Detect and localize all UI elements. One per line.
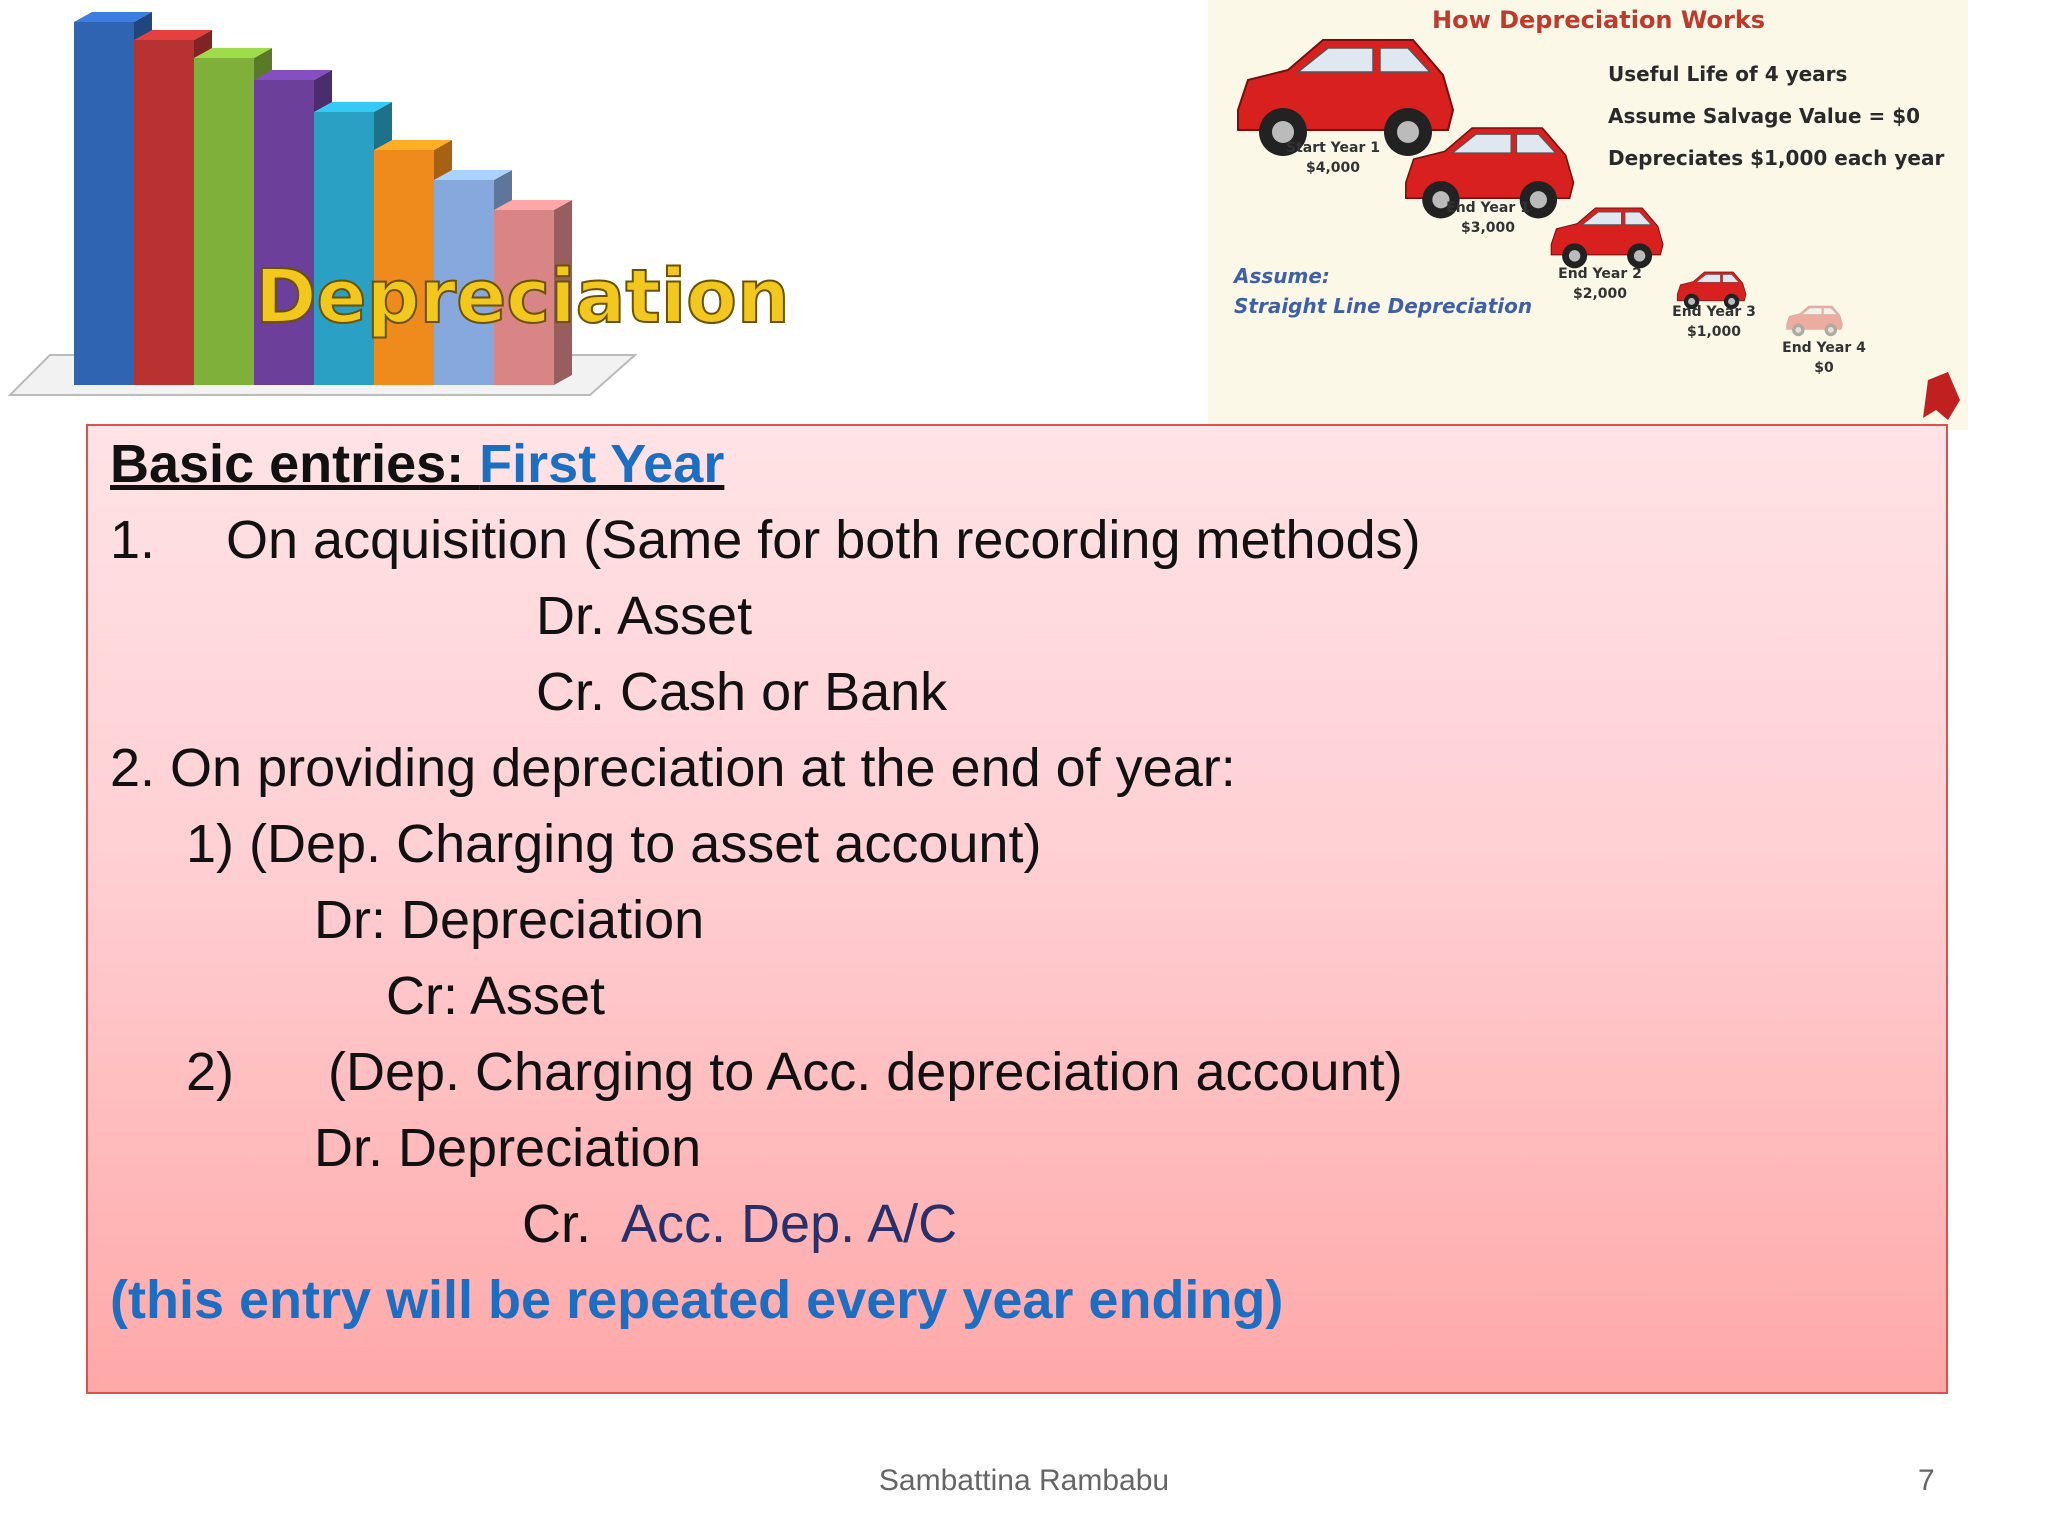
heading-prefix: Basic entries:: [110, 434, 480, 494]
sub-1-debit: Dr: Depreciation: [314, 890, 705, 950]
sub-2-credit-prefix: Cr.: [522, 1194, 592, 1254]
item-1-text: On acquisition (Same for both recording methods): [226, 510, 1421, 570]
car-year-label: End Year 2: [1558, 266, 1642, 282]
car-year-label: End Year 3: [1672, 304, 1756, 320]
car-icon: [1551, 208, 1663, 268]
car-label-end-year-1: [1433, 198, 1543, 238]
car-year-label: End Year 4: [1782, 340, 1866, 356]
item-1-debit: Dr. Asset: [536, 586, 753, 646]
sub-2-number: 2): [186, 1042, 235, 1102]
sub-2-credit: [522, 1194, 957, 1254]
item-1-credit: Cr. Cash or Bank: [536, 662, 948, 722]
logo-bar: [74, 22, 134, 385]
car-value-label: $4,000: [1305, 160, 1361, 176]
car-value-label: $0: [1814, 360, 1834, 376]
footer-author: Sambattina Rambabu: [878, 1464, 1170, 1497]
car-icon: [1787, 306, 1843, 336]
car-value-label: $2,000: [1572, 286, 1628, 302]
car-year-label: Start Year 1: [1285, 140, 1380, 156]
car-label-start-year-1: [1268, 138, 1398, 178]
fact-salvage-value: Assume Salvage Value = $0: [1608, 104, 1921, 128]
car-label-end-year-4: [1774, 338, 1874, 378]
logo-bar: [134, 40, 194, 385]
infographic-title: How Depreciation Works: [1432, 6, 1766, 34]
sub-1-credit: Cr: Asset: [386, 966, 606, 1026]
car-value-label: $3,000: [1460, 220, 1516, 236]
car-label-end-year-3: [1664, 302, 1764, 342]
logo-word: Depreciation: [255, 254, 790, 340]
assume-method: Straight Line Depreciation: [1234, 294, 1533, 318]
car-year-label: End Year 1: [1446, 200, 1530, 216]
sub-2-text: (Dep. Charging to Acc. depreciation account): [328, 1042, 1403, 1102]
sub-2-credit-account: Acc. Dep. A/C: [621, 1194, 958, 1254]
item-2-text: 2. On providing depreciation at the end of year:: [110, 738, 1236, 798]
assume-label: Assume:: [1234, 264, 1330, 288]
car-value-label: $1,000: [1686, 324, 1742, 340]
how-depreciation-works-infographic: [1208, 0, 1968, 430]
slide-heading: [110, 434, 724, 494]
sub-1-text: 1) (Dep. Charging to asset account): [186, 814, 1042, 874]
entries-content-box: [86, 424, 1948, 1394]
logo-bar: [314, 112, 374, 385]
item-1-number: 1.: [110, 510, 156, 570]
repeat-note: (this entry will be repeated every year ending): [110, 1270, 1284, 1330]
car-label-end-year-2: [1550, 264, 1650, 304]
sub-2-debit: Dr. Depreciation: [314, 1118, 702, 1178]
fact-useful-life: Useful Life of 4 years: [1608, 62, 1848, 86]
heading-first-year: First Year: [479, 434, 725, 494]
decorative-figure-icon: [1923, 372, 1960, 420]
logo-bar: [194, 58, 254, 385]
page-number: 7: [1918, 1464, 1935, 1497]
fact-annual-depreciation: Depreciates $1,000 each year: [1608, 146, 1945, 170]
depreciation-logo: [0, 0, 790, 410]
